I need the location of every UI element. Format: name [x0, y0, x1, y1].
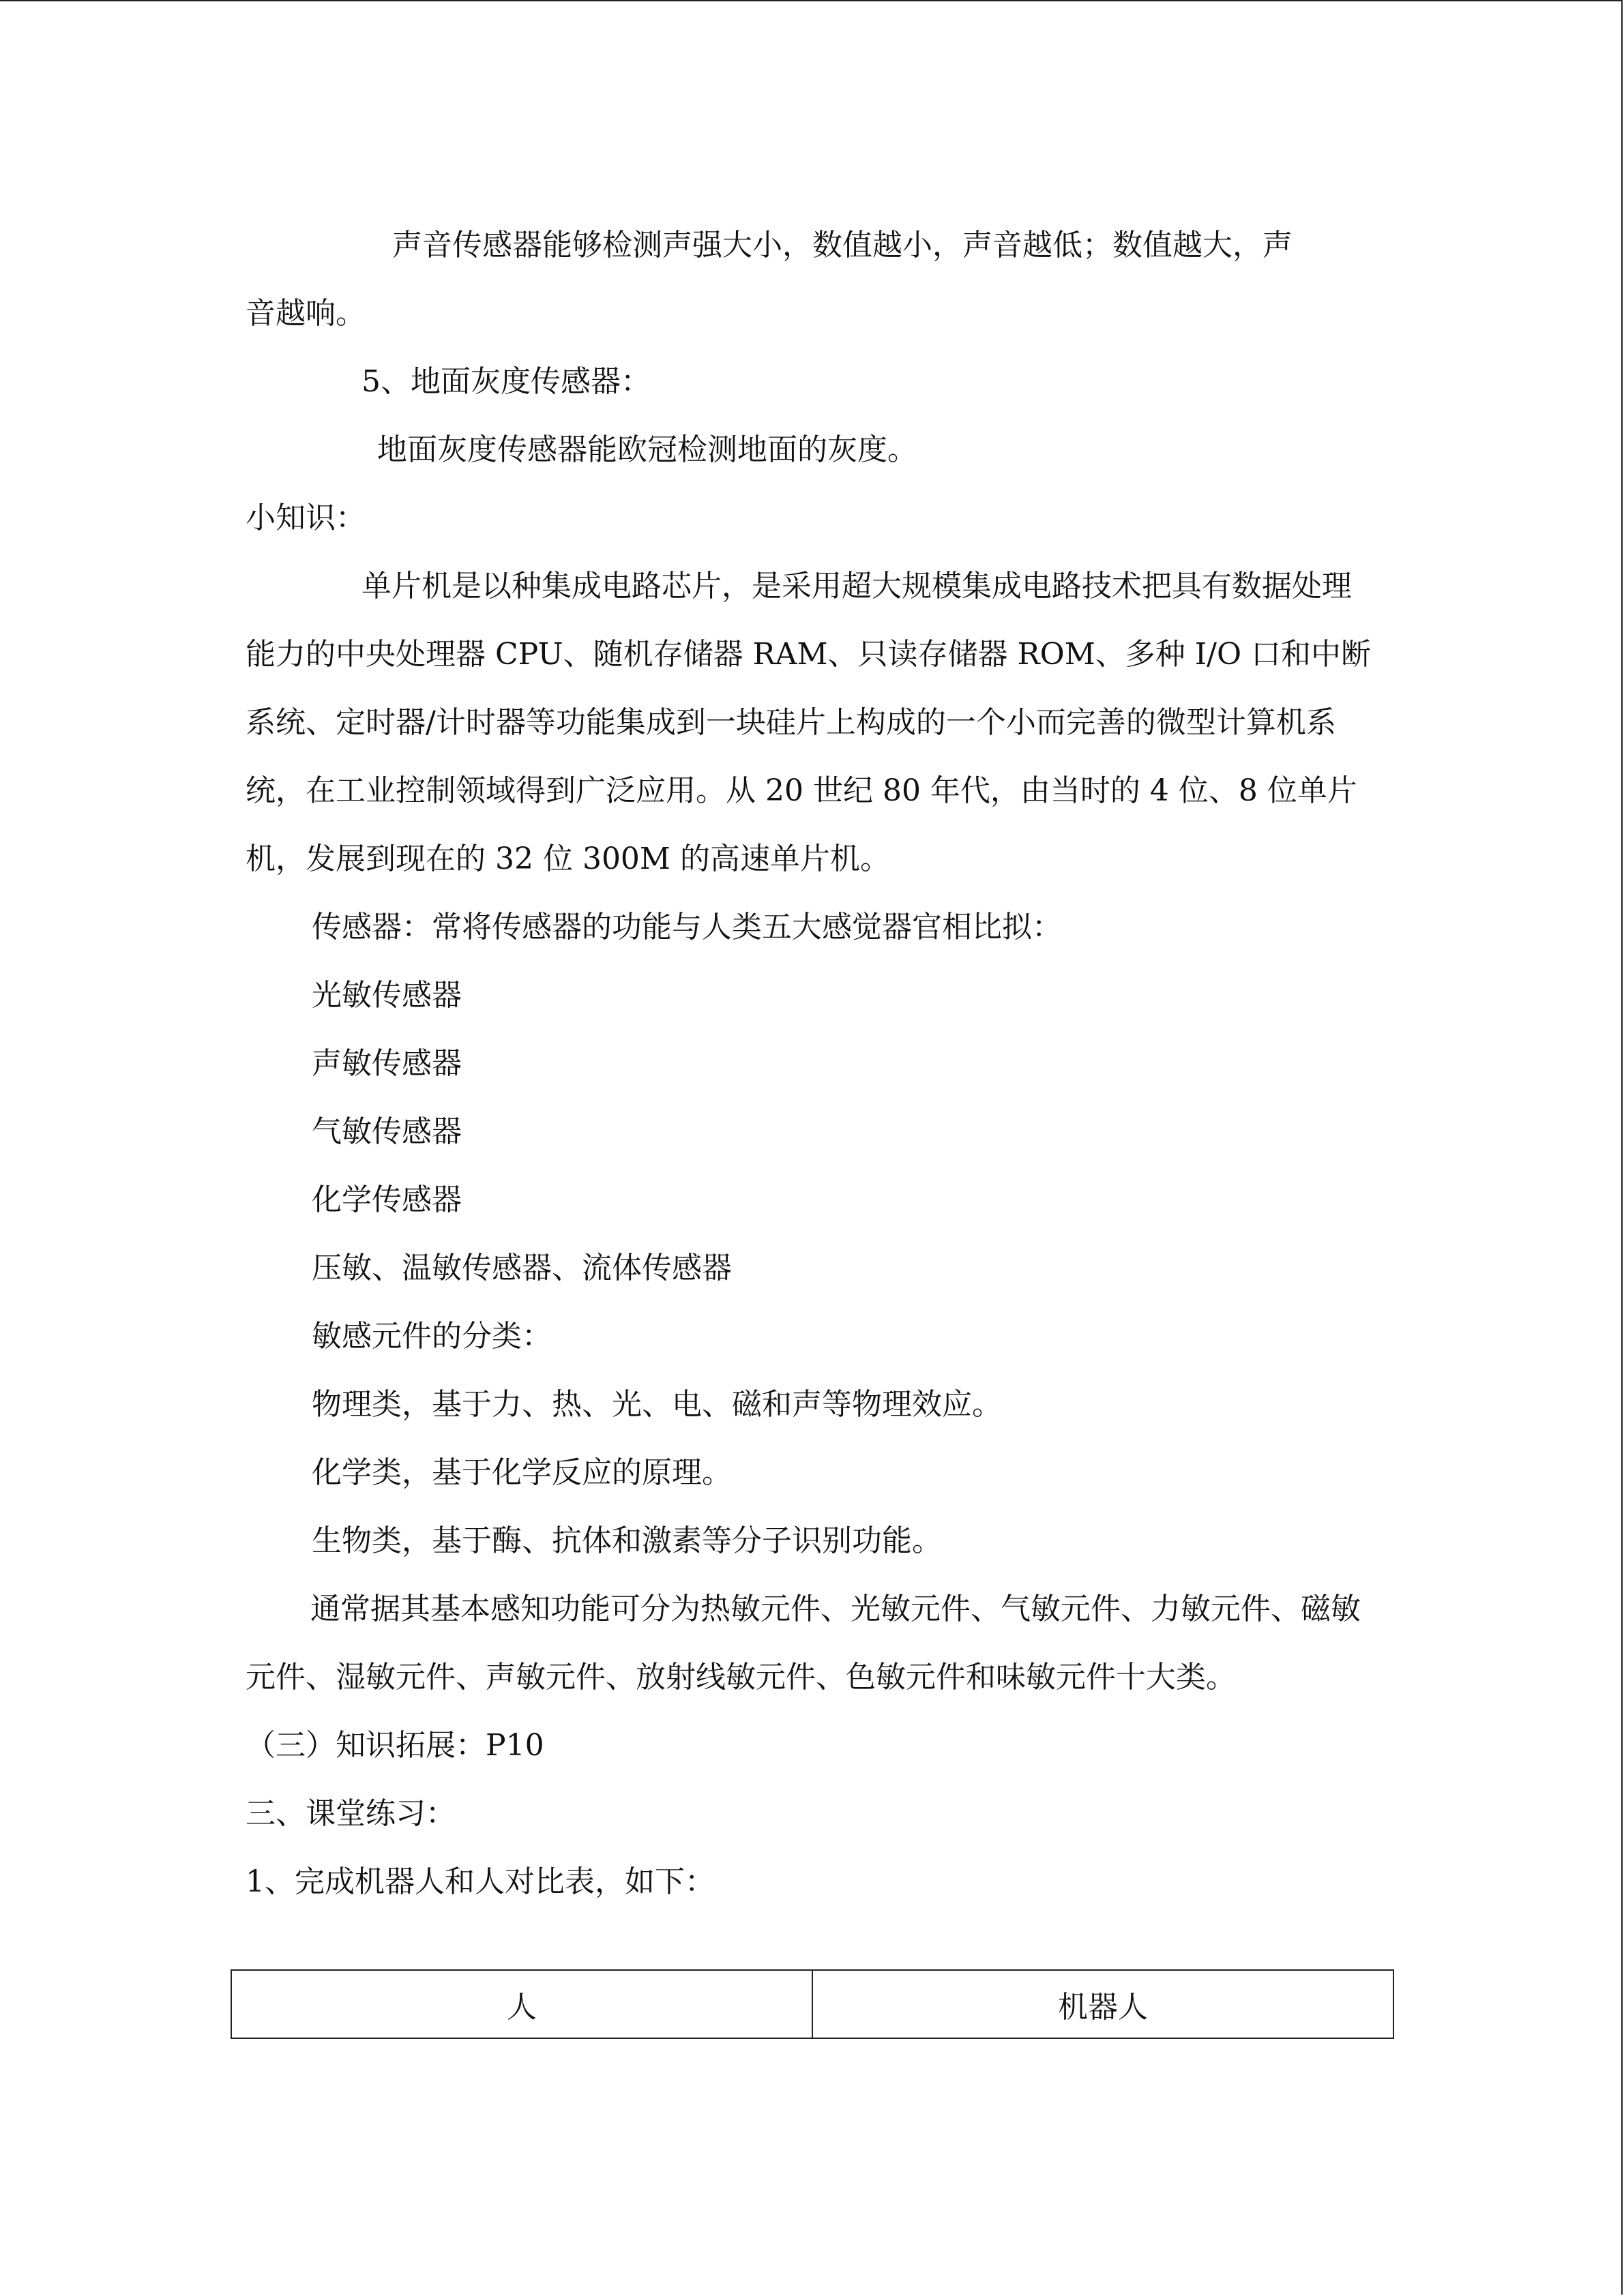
gray-sensor-desc: 地面灰度传感器能欧冠检测地面的灰度。 — [377, 432, 917, 467]
physical-class: 物理类，基于力、热、光、电、磁和声等物理效应。 — [312, 1387, 1002, 1422]
table-header-robot: 机器人 — [812, 1970, 1393, 2038]
sound-sensor-desc-line-2: 音越响。 — [246, 296, 366, 331]
sensor-type-item: 化学传感器 — [312, 1182, 462, 1217]
classification-heading: 敏感元件的分类： — [312, 1319, 552, 1354]
table-header-row — [231, 1970, 1393, 2038]
sensor-type-item: 压敏、温敏传感器、流体传感器 — [312, 1251, 732, 1285]
sensor-type-item: 声敏传感器 — [312, 1046, 462, 1081]
document-body — [246, 211, 1381, 1916]
tips-heading: 小知识： — [246, 501, 366, 535]
practice-task-1: 1、完成机器人和人对比表，如下： — [246, 1864, 715, 1899]
mcu-paragraph: 单片机是以种集成电路芯片，是采用超大规模集成电路技术把具有数据处理能力的中央处理器 CPU、随机存储器 RAM、只读存储器 ROM、多种 I/O 口和中断系统、定时器/计时器等功能集成到一块硅片上构成的一个小而完善的微型计算机系统，在工业控制领域得到广泛应用。从 20 世纪 80 年代，由当时的 4 位、8 位单片机，发展到现在的 32 位 300M 的高速单片机。 — [246, 569, 1371, 876]
table-header-human: 人 — [231, 1970, 812, 2038]
sensor-type-item: 气敏传感器 — [312, 1114, 462, 1149]
comparison-table — [231, 1969, 1394, 2039]
knowledge-extension: （三）知识拓展：P10 — [246, 1728, 544, 1763]
practice-heading: 三、课堂练习： — [246, 1796, 456, 1831]
ten-classes-paragraph: 通常据其基本感知功能可分为热敏元件、光敏元件、气敏元件、力敏元件、磁敏元件、湿敏元件、声敏元件、放射线敏元件、色敏元件和味敏元件十大类。 — [246, 1592, 1361, 1695]
biological-class: 生物类，基于酶、抗体和激素等分子识别功能。 — [312, 1523, 942, 1558]
gray-sensor-heading: 5、地面灰度传感器： — [361, 364, 651, 399]
sound-sensor-desc-line-1: 声音传感器能够检测声强大小，数值越小，声音越低；数值越大，声 — [392, 228, 1293, 263]
sensor-type-item: 光敏传感器 — [312, 978, 462, 1013]
sensor-compare-intro: 传感器：常将传感器的功能与人类五大感觉器官相比拟： — [312, 910, 1062, 944]
chemical-class: 化学类，基于化学反应的原理。 — [312, 1455, 732, 1490]
